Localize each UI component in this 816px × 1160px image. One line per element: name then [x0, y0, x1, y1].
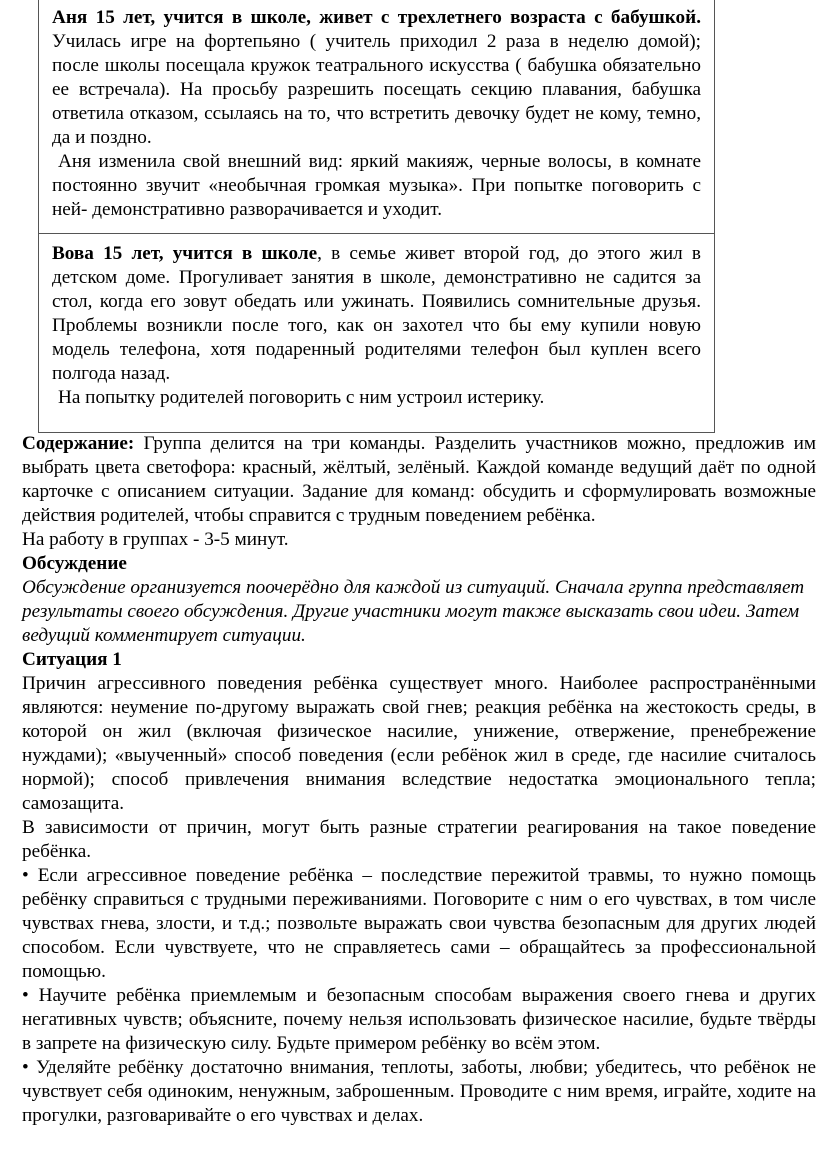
case-card-anya-text [52, 6, 701, 150]
content-text: Группа делится на три команды. Разделить участников можно, предложив им выбрать цвета светофора: красный, жёлтый, зелёный. Каждой команде ведущий даёт по одной карточке с описанием ситуации. Задание для команд: обсудить и сформулировать возможные действия родителей, чтобы справится с трудным поведением ребёнка. [22, 433, 816, 526]
content-paragraph [22, 432, 816, 528]
case-card-heading: Аня 15 лет, учится в школе, живет с трехлетнего возраста с бабушкой. [52, 7, 701, 28]
situation-paragraph: Причин агрессивного поведения ребёнка существует много. Наиболее распространёнными являются: неумение по-другому выражать свой гнев; реакция ребёнка на жестокость среды, в которой он жил (включая физическое насилие, унижение, отвержение, пренебрежение нуждами); «выученный» способ поведения (если ребёнок жил в среде, где насилие считалось нормой); способ привлечения внимания вследствие недостатка эмоционального тепла; самозащита. [22, 673, 816, 814]
content-label: Содержание: [22, 433, 135, 454]
situation-paragraph: В зависимости от причин, могут быть разные стратегии реагирования на такое поведение ребёнка. [22, 817, 816, 862]
case-card-paragraph: , в семье живет второй год, до этого жил в детском доме. Прогуливает занятия в школе, демонстративно не садится за стол, когда его зовут обедать или ужинать. Появились сомнительные друзья. Проблемы возникли после того, как он захотел что бы ему купили новую модель телефона, хотя подаренный родителями телефон был куплен всего полгода назад. [52, 243, 701, 384]
time-paragraph: На работу в группах - 3-5 минут. [22, 529, 289, 550]
discussion-text: Обсуждение организуется поочерёдно для каждой из ситуаций. Сначала группа представляет результаты своего обсуждения. Другие участники могут также высказать свои идеи. Затем ведущий комментирует ситуации. [22, 577, 805, 646]
document-body [22, 432, 816, 1128]
situation-heading: Ситуация 1 [22, 649, 122, 670]
case-card-paragraph: На попытку родителей поговорить с ним устроил истерику. [58, 387, 545, 408]
case-card-anya [38, 0, 715, 234]
bullet-item: • Научите ребёнка приемлемым и безопасным способам выражения своего гнева и других негативных чувств; объясните, почему нельзя использовать физическое насилие, будьте твёрды в запрете на физическую силу. Будьте примером ребёнку во всём этом. [22, 985, 816, 1054]
bullet-item: • Если агрессивное поведение ребёнка – последствие пережитой травмы, то нужно помощь ребёнку справиться с трудными переживаниями. Поговорите с ним о его чувствах, в том числе чувствах гнева, злости, и т.д.; позвольте выражать свои чувства безопасным для других людей способом. Если чувствуете, что не справляетесь сами – обращайтесь за профессиональной помощью. [22, 865, 816, 982]
bullet-item: • Уделяйте ребёнку достаточно внимания, теплоты, заботы, любви; убедитесь, что ребёнок не чувствует себя одиноким, ненужным, заброшенным. Проводите с ним время, играйте, ходите на прогулки, разговаривайте о его чувствах и делах. [22, 1057, 816, 1126]
case-card-heading: Вова 15 лет, учится в школе [52, 243, 318, 264]
case-card-vova-text [52, 242, 701, 386]
discussion-heading: Обсуждение [22, 553, 127, 574]
case-card-vova [38, 233, 715, 433]
case-card-paragraph: Училась игре на фортепьяно ( учитель приходил 2 раза в неделю домой); после школы посещала кружок театрального искусства ( бабушка обязательно ее встречала). На просьбу разрешить посещать секцию плавания, бабушка ответила отказом, ссылаясь на то, что встретить девочку будет не кому, темно, да и поздно. [52, 31, 701, 148]
case-card-paragraph: Аня изменила свой внешний вид: яркий макияж, черные волосы, в комнате постоянно звучит «необычная громкая музыка». При попытке поговорить с ней- демонстративно разворачивается и уходит. [52, 151, 701, 220]
